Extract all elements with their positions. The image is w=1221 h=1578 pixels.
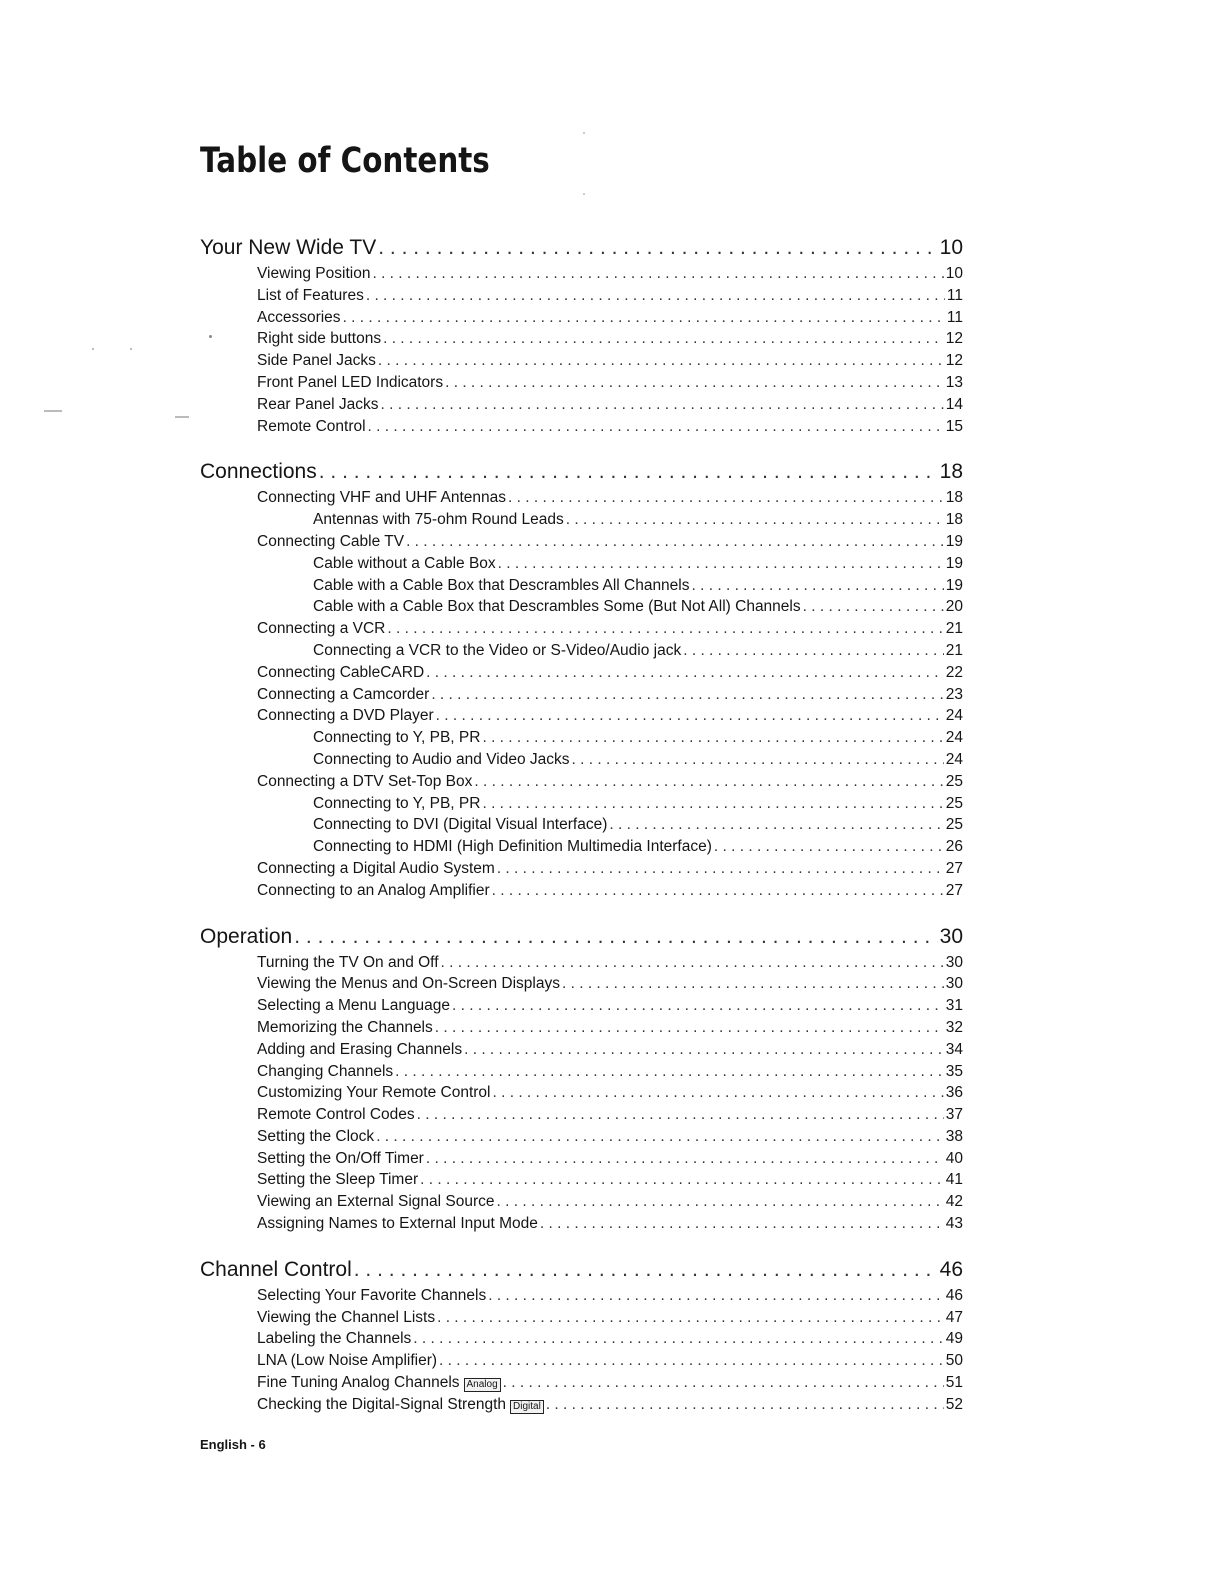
toc-entry [200,1307,963,1329]
toc-entry [200,1328,963,1350]
toc-page-number: 25 [945,794,963,812]
dot-leader [683,640,944,662]
signal-type-badge: Analog [464,1378,501,1392]
toc-entry [200,814,963,836]
toc-entry-title: Connecting to Audio and Video Jacks [313,750,570,768]
toc-entry [200,1394,963,1416]
toc-entry-title: Remote Control [257,417,366,435]
dot-leader [431,684,943,706]
toc-entry-title: Accessories [257,308,341,326]
dot-leader [426,662,944,684]
toc-entry-title: Setting the Sleep Timer [257,1171,419,1189]
toc-page-number: 22 [945,663,963,681]
toc-entry [200,1285,963,1307]
toc-entry-title: List of Features [257,286,364,304]
toc-section-heading [200,922,963,952]
toc-page-number: 52 [945,1395,963,1413]
dot-leader [803,596,944,618]
toc-entry-title: Selecting a Menu Language [257,997,451,1015]
toc-entry-title: Viewing the Channel Lists [257,1308,436,1326]
toc-section [200,922,963,1235]
dot-leader [714,836,944,858]
toc-page-number: 30 [939,924,963,948]
dot-leader [492,880,944,902]
toc-page-number: 27 [945,881,963,899]
toc-entry [200,836,963,858]
toc-entry-title: Antennas with 75-ohm Round Leads [313,511,564,529]
toc-entry [200,618,963,640]
toc-entry-title: Rear Panel Jacks [257,395,379,413]
toc-entry-title: Channel Control [200,1257,352,1281]
dot-leader [482,727,943,749]
toc-entry-title: Connecting CableCARD [257,663,425,681]
toc-entry-title: Turning the TV On and Off [257,953,439,971]
dot-leader [498,553,944,575]
toc-entry-title: Checking the Digital-Signal Strength [257,1395,506,1413]
toc-entry [200,1104,963,1126]
dot-leader [572,749,944,771]
toc-entry [200,1061,963,1083]
dot-leader [540,1213,944,1235]
toc-entry-title: Remote Control Codes [257,1106,415,1124]
toc-page-number: 25 [945,816,963,834]
toc-page-number: 43 [945,1215,963,1233]
dot-leader [319,457,938,487]
toc-page-number: 42 [945,1193,963,1211]
toc-entry [200,1372,963,1394]
dot-leader [426,1148,944,1170]
toc-page-number: 47 [945,1308,963,1326]
dot-leader [366,285,945,307]
dot-leader [488,1285,944,1307]
toc-page-number: 51 [945,1374,963,1392]
toc-entry-title: Connecting a Camcorder [257,685,430,703]
toc-entry [200,858,963,880]
scan-speck [583,193,585,195]
toc-page-number: 10 [945,265,963,282]
dot-leader [464,1039,944,1061]
toc-entry [200,307,963,329]
toc-entry [200,749,963,771]
toc-entry-title: Selecting Your Favorite Channels [257,1286,487,1304]
dot-leader [497,858,944,880]
toc-entry-title: Viewing Position [257,265,371,282]
toc-entry [200,771,963,793]
dot-leader [383,328,944,350]
dot-leader [441,952,944,974]
toc-entry-title: Your New Wide TV [200,236,377,259]
toc-section-heading [200,233,963,263]
toc-entry [200,880,963,902]
dot-leader [368,416,944,438]
toc-entry [200,1350,963,1372]
toc-page-number: 21 [945,641,963,659]
toc-section [200,1255,963,1416]
scan-speck [92,348,94,350]
dot-leader [435,1017,944,1039]
toc-page-number: 24 [945,729,963,747]
toc-page-number: 18 [945,511,963,529]
toc-entry-title: Connecting a Digital Audio System [257,859,495,877]
dot-leader [294,922,937,952]
toc-entry [200,263,963,285]
toc-entry [200,1082,963,1104]
toc-page-number: 19 [945,554,963,572]
toc-entry [200,531,963,553]
toc-entry-title: Cable with a Cable Box that Descrambles Some (But Not All) Channels [313,598,801,616]
toc-entry [200,575,963,597]
toc-entry [200,1169,963,1191]
toc-entry-title: Setting the Clock [257,1127,375,1145]
toc-entry-title: Labeling the Channels [257,1330,412,1348]
toc-entry [200,1126,963,1148]
dot-leader [420,1169,944,1191]
toc-entry-title: Front Panel LED Indicators [257,373,444,391]
toc-entry [200,684,963,706]
toc-entry [200,394,963,416]
toc-page-number: 41 [945,1171,963,1189]
toc-page-number: 50 [945,1352,963,1370]
toc-page-number: 27 [945,859,963,877]
toc-page-number: 32 [945,1018,963,1036]
dot-leader [406,531,944,553]
toc-entry [200,662,963,684]
dot-leader [546,1394,944,1416]
toc-section-heading [200,1255,963,1285]
toc-entry-title: Side Panel Jacks [257,352,376,370]
dot-leader [503,1372,944,1394]
toc-page-number: 11 [946,308,963,326]
dot-leader [380,394,943,416]
toc-section-heading [200,457,963,487]
toc-page-number: 11 [946,286,963,304]
toc-page-number: 36 [945,1084,963,1102]
scan-speck [175,416,189,418]
dot-leader [376,1126,944,1148]
toc-page-number: 15 [945,417,963,435]
toc-page-number: 14 [945,395,963,413]
dot-leader [417,1104,944,1126]
toc-entry [200,1191,963,1213]
dot-leader [437,1307,944,1329]
toc-page-number: 46 [945,1286,963,1304]
toc-page-number: 24 [945,750,963,768]
toc-entry [200,952,963,974]
toc-section [200,233,963,437]
toc-page-number: 30 [945,953,963,971]
toc-entry [200,640,963,662]
toc-page-number: 12 [945,330,963,348]
dot-leader [609,814,943,836]
scan-speck [130,348,132,350]
toc-page-number: 35 [945,1062,963,1080]
page-title: Table of Contents [200,141,490,181]
toc-entry-title: Connecting to DVI (Digital Visual Interface) [313,816,608,834]
toc-entry [200,995,963,1017]
toc-entry-title: Connecting a VCR [257,620,386,638]
dot-leader [482,793,943,815]
dot-leader [372,263,943,285]
toc-entry-title: Cable without a Cable Box [313,554,496,572]
toc-entry-title: Assigning Names to External Input Mode [257,1215,538,1233]
dot-leader [387,618,943,640]
dot-leader [378,233,937,263]
toc-entry-title: Connections [200,460,317,484]
scan-speck [209,335,212,338]
toc-entry-title: Cable with a Cable Box that Descrambles All Channels [313,576,690,594]
dot-leader [395,1061,944,1083]
toc-page-number: 49 [945,1330,963,1348]
toc-entry-title: Fine Tuning Analog Channels [257,1374,460,1392]
toc-entry [200,793,963,815]
toc-page-number: 25 [945,772,963,790]
toc-page-number: 10 [939,236,963,259]
toc-entry [200,487,963,509]
toc-page-number: 20 [945,598,963,616]
dot-leader [497,1191,944,1213]
toc-page-number: 34 [945,1040,963,1058]
dot-leader [354,1255,938,1285]
toc-entry-title: Connecting to an Analog Amplifier [257,881,490,899]
dot-leader [452,995,944,1017]
toc-entry-title: Connecting to Y, PB, PR [313,729,481,747]
toc-entry-title: Adding and Erasing Channels [257,1040,463,1058]
signal-type-badge: Digital [510,1400,544,1414]
toc-page-number: 46 [939,1257,963,1281]
toc-entry [200,1148,963,1170]
dot-leader [445,372,944,394]
dot-leader [508,487,944,509]
toc-page-number: 31 [945,997,963,1015]
dot-leader [562,973,944,995]
dot-leader [692,575,944,597]
toc-page-number: 13 [945,373,963,391]
dot-leader [566,509,944,531]
toc-page-number: 19 [945,576,963,594]
toc-entry [200,553,963,575]
toc-entry [200,328,963,350]
toc-entry-title: Viewing an External Signal Source [257,1193,495,1211]
toc-entry-title: Connecting a DTV Set-Top Box [257,772,473,790]
toc-page-number: 26 [945,838,963,856]
toc-entry-title: Connecting to HDMI (High Definition Multimedia Interface) [313,838,712,856]
toc-page-number: 40 [945,1149,963,1167]
toc-entry [200,372,963,394]
toc-entry [200,596,963,618]
toc-entry [200,973,963,995]
scan-speck [44,410,62,412]
toc-entry-title: Operation [200,924,293,948]
toc-entry-title: Connecting VHF and UHF Antennas [257,489,506,507]
toc-entry-title: Right side buttons [257,330,382,348]
toc-entry [200,1039,963,1061]
toc-page-number: 23 [945,685,963,703]
toc-entry-title: Connecting a VCR to the Video or S-Video/Audio jack [313,641,682,659]
page-footer: English - 6 [200,1437,266,1452]
toc-page-number: 18 [939,460,963,484]
toc-page-number: 37 [945,1106,963,1124]
toc-entry-title: Customizing Your Remote Control [257,1084,491,1102]
toc-entry-title: Connecting to Y, PB, PR [313,794,481,812]
toc-entry [200,416,963,438]
toc-entry [200,509,963,531]
dot-leader [474,771,943,793]
dot-leader [439,1350,944,1372]
dot-leader [343,307,945,329]
dot-leader [436,705,944,727]
toc-entry-title: LNA (Low Noise Amplifier) [257,1352,438,1370]
toc-entry [200,727,963,749]
dot-leader [492,1082,943,1104]
scan-speck [583,132,585,134]
toc-entry [200,1017,963,1039]
toc-page-number: 19 [945,532,963,550]
toc-entry-title: Setting the On/Off Timer [257,1149,424,1167]
dot-leader [378,350,944,372]
toc-page-number: 18 [945,489,963,507]
table-of-contents [200,233,963,1416]
dot-leader [413,1328,943,1350]
toc-page-number: 21 [945,620,963,638]
toc-entry [200,705,963,727]
toc-entry-title: Viewing the Menus and On-Screen Displays [257,975,560,993]
toc-page-number: 30 [945,975,963,993]
toc-page-number: 12 [945,352,963,370]
toc-entry-title: Changing Channels [257,1062,394,1080]
toc-section [200,457,963,901]
toc-page-number: 24 [945,707,963,725]
toc-entry-title: Memorizing the Channels [257,1018,433,1036]
toc-entry [200,1213,963,1235]
toc-entry-title: Connecting Cable TV [257,532,405,550]
toc-entry [200,285,963,307]
toc-page-number: 38 [945,1127,963,1145]
toc-entry-title: Connecting a DVD Player [257,707,434,725]
toc-entry [200,350,963,372]
